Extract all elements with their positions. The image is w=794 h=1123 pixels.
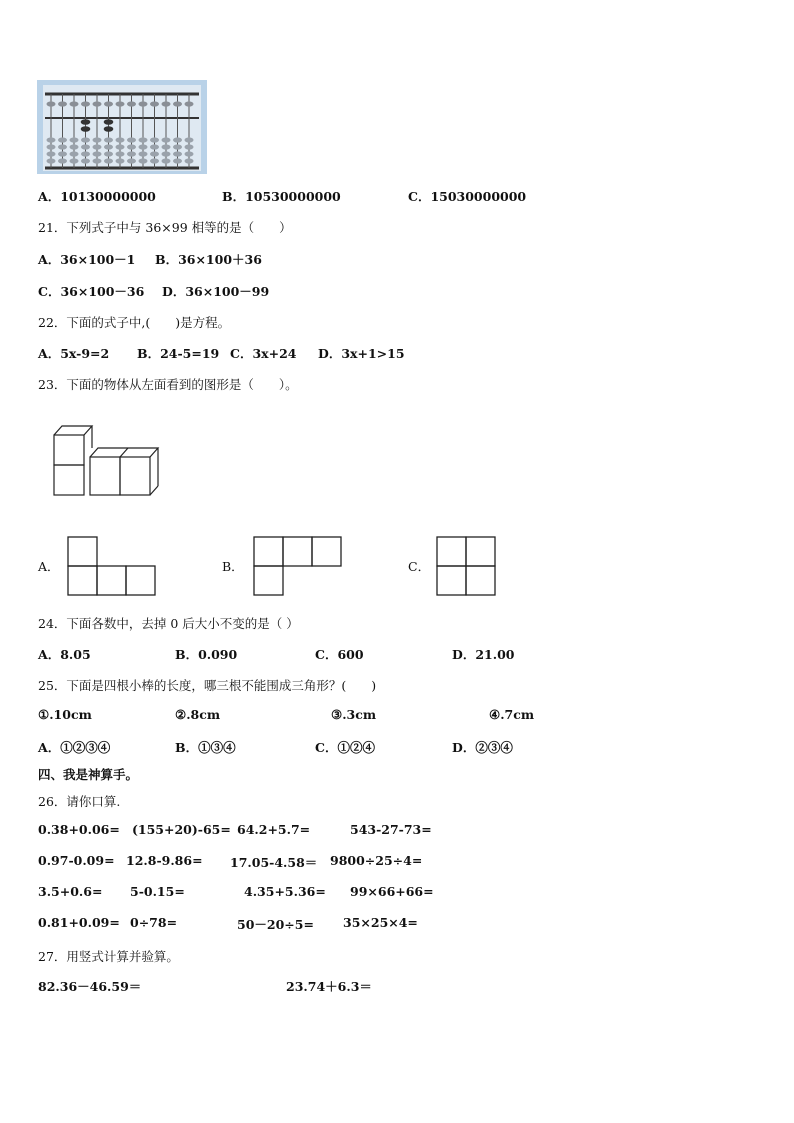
q24-option-d[interactable]: D．21.00 [452, 647, 515, 662]
q23-stem: 23．下面的物体从左面看到的图形是（ ）。 [38, 377, 298, 392]
q26-r1-c3: 64.2+5.7= [237, 822, 311, 837]
q22-option-c[interactable]: C．3x+24 [230, 346, 297, 361]
q22-option-d[interactable]: D．3x+1>15 [318, 346, 405, 361]
q25-stick-2: ②.8cm [175, 707, 221, 722]
q20-option-a[interactable]: A．10130000000 [38, 189, 156, 204]
q25-option-a[interactable]: A．①②③④ [38, 740, 111, 755]
q26-r3-c4: 99×66+66= [350, 884, 434, 899]
q21-option-a[interactable]: A．36×100－1 [38, 252, 136, 267]
q24-stem: 24．下面各数中，去掉 0 后大小不变的是（ ） [38, 616, 299, 631]
q26-r1-c1: 0.38+0.06= [38, 822, 120, 837]
abacus-image [37, 80, 207, 174]
q26-r2-c3: 17.05-4.58＝ [230, 855, 318, 870]
q24-option-a[interactable]: A．8.05 [38, 647, 91, 662]
q26-stem: 26．请你口算. [38, 794, 121, 809]
q25-option-d[interactable]: D．②③④ [452, 740, 513, 755]
q26-r1-c2: (155+20)-65= [132, 822, 231, 837]
q26-r4-c2: 0÷78= [130, 915, 178, 930]
q20-option-c[interactable]: C．15030000000 [408, 189, 527, 204]
q25-stick-1: ①.10cm [38, 707, 92, 722]
q25-stick-3: ③.3cm [331, 707, 377, 722]
q25-option-b[interactable]: B．①③④ [175, 740, 236, 755]
q26-r3-c1: 3.5+0.6= [38, 884, 103, 899]
q21-stem: 21．下列式子中与 36×99 相等的是（ ） [38, 220, 292, 235]
q22-stem: 22．下面的式子中,( )是方程。 [38, 315, 231, 330]
q26-r3-c3: 4.35+5.36= [244, 884, 326, 899]
q26-r2-c1: 0.97-0.09= [38, 853, 115, 868]
q26-r3-c2: 5-0.15= [130, 884, 185, 899]
q26-r4-c1: 0.81+0.09= [38, 915, 120, 930]
q26-r2-c2: 12.8-9.86= [126, 853, 203, 868]
q25-stem: 25．下面是四根小棒的长度，哪三根不能围成三角形？( ) [38, 678, 377, 693]
q22-option-b[interactable]: B．24-5=19 [137, 346, 220, 361]
q23-option-b-figure[interactable] [252, 535, 344, 597]
q23-option-c-label[interactable]: C． [408, 559, 431, 574]
q20-option-b[interactable]: B．10530000000 [222, 189, 341, 204]
q26-r1-c4: 543-27-73= [350, 822, 432, 837]
q27-item-2: 23.74＋6.3＝ [286, 979, 372, 994]
q21-option-d[interactable]: D．36×100－99 [162, 284, 270, 299]
q27-stem: 27．用竖式计算并验算。 [38, 949, 179, 964]
q21-option-b[interactable]: B．36×100＋36 [155, 252, 262, 267]
q24-option-b[interactable]: B．0.090 [175, 647, 238, 662]
q26-r2-c4: 9800÷25÷4= [330, 853, 423, 868]
cube-stack-figure [50, 410, 165, 502]
q23-option-b-label[interactable]: B． [222, 559, 244, 574]
q26-r4-c4: 35×25×4= [343, 915, 418, 930]
q21-option-c[interactable]: C．36×100－36 [38, 284, 145, 299]
section4-heading: 四、我是神算手。 [38, 767, 139, 782]
q22-option-a[interactable]: A．5x-9=2 [38, 346, 110, 361]
q27-item-1: 82.36－46.59＝ [38, 979, 142, 994]
q25-stick-4: ④.7cm [489, 707, 535, 722]
q23-option-c-figure[interactable] [435, 535, 497, 597]
q23-option-a-label[interactable]: A． [38, 559, 60, 574]
q26-r4-c3: 50－20÷5= [237, 917, 314, 932]
q24-option-c[interactable]: C．600 [315, 647, 364, 662]
q25-option-c[interactable]: C．①②④ [315, 740, 375, 755]
q23-option-a-figure[interactable] [66, 535, 158, 597]
